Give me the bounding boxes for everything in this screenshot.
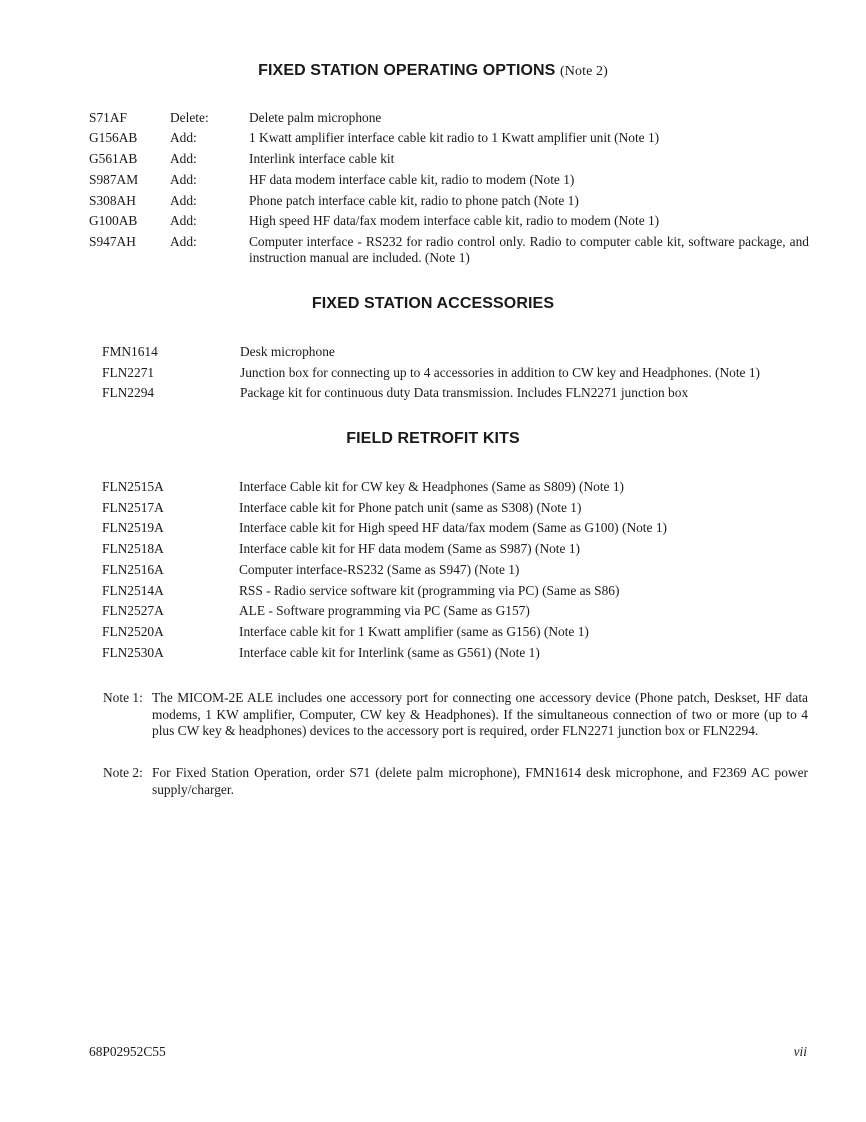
retrofit-code: FLN2518A bbox=[102, 541, 164, 556]
retrofit-description: Interface cable kit for Phone patch unit (same as S308) (Note 1) bbox=[239, 500, 582, 515]
retrofit-description: Interface Cable kit for CW key & Headphones (Same as S809) (Note 1) bbox=[239, 479, 624, 494]
note-text: The MICOM-2E ALE includes one accessory port for connecting one accessory device (Phone patch, Deskset, HF data modems, 1 KW amplifier, Computer, CW key & Headphones). If the simultaneous connection of two or more (up to 4 plus CW key & headphones) devices to the accessory port is required, order FLN2271 junction box or FLN2294. bbox=[152, 690, 808, 738]
accessories-heading: FIXED STATION ACCESSORIES bbox=[311, 295, 555, 312]
retrofit-code: FLN2516A bbox=[102, 562, 164, 577]
option-description: HF data modem interface cable kit, radio to modem (Note 1) bbox=[249, 172, 575, 187]
option-action: Add: bbox=[170, 193, 197, 208]
option-code: S308AH bbox=[89, 193, 136, 208]
retrofit-description: Interface cable kit for High speed HF data/fax modem (Same as G100) (Note 1) bbox=[239, 520, 667, 535]
accessory-code: FLN2294 bbox=[102, 385, 155, 400]
retrofit-code: FLN2515A bbox=[102, 479, 164, 494]
fixed-options-title: FIXED STATION OPERATING OPTIONS bbox=[258, 62, 556, 79]
note-label: Note 1: bbox=[103, 690, 143, 705]
retrofit-code: FLN2517A bbox=[102, 500, 164, 515]
retrofit-description: Interface cable kit for HF data modem (Same as S987) (Note 1) bbox=[239, 541, 580, 556]
option-action: Add: bbox=[170, 151, 197, 166]
footer-page-number: vii bbox=[793, 1044, 807, 1059]
note-text: For Fixed Station Operation, order S71 (delete palm microphone), FMN1614 desk microphone, and F2369 AC power supply/charger. bbox=[152, 765, 808, 797]
option-code: G561AB bbox=[89, 151, 138, 166]
accessory-code: FLN2271 bbox=[102, 365, 155, 380]
fixed-options-title-note: (Note 2) bbox=[560, 64, 608, 79]
note-1 bbox=[103, 690, 808, 740]
option-description: Computer interface - RS232 for radio control only. Radio to computer cable kit, software package, and instruction manual are included. (Note 1) bbox=[249, 234, 809, 265]
retrofit-description: Interface cable kit for 1 Kwatt amplifier (same as G156) (Note 1) bbox=[239, 624, 589, 639]
retrofit-description: Interface cable kit for Interlink (same as G561) (Note 1) bbox=[239, 645, 540, 660]
accessory-description: Package kit for continuous duty Data transmission. Includes FLN2271 junction box bbox=[240, 385, 689, 400]
retrofit-code: FLN2519A bbox=[102, 520, 164, 535]
option-code: S71AF bbox=[89, 110, 127, 125]
retrofit-code: FLN2530A bbox=[102, 645, 164, 660]
retrofit-code: FLN2514A bbox=[102, 583, 164, 598]
option-action: Add: bbox=[170, 234, 197, 249]
accessory-code: FMN1614 bbox=[102, 344, 158, 359]
note-label: Note 2: bbox=[103, 765, 143, 780]
option-description: 1 Kwatt amplifier interface cable kit radio to 1 Kwatt amplifier unit (Note 1) bbox=[249, 130, 660, 145]
option-description: Interlink interface cable kit bbox=[249, 151, 395, 166]
option-action: Add: bbox=[170, 172, 197, 187]
option-action: Delete: bbox=[170, 110, 209, 125]
option-description: High speed HF data/fax modem interface cable kit, radio to modem (Note 1) bbox=[249, 213, 660, 228]
retrofit-heading: FIELD RETROFIT KITS bbox=[346, 430, 520, 447]
option-action: Add: bbox=[170, 130, 197, 145]
option-action: Add: bbox=[170, 213, 197, 228]
option-row bbox=[89, 234, 809, 268]
retrofit-description: RSS - Radio service software kit (programming via PC) (Same as S86) bbox=[239, 583, 620, 598]
option-code: G100AB bbox=[89, 213, 138, 228]
option-code: S947AH bbox=[89, 234, 136, 249]
retrofit-description: ALE - Software programming via PC (Same as G157) bbox=[239, 603, 530, 618]
note-2 bbox=[103, 765, 808, 798]
option-code: S987AM bbox=[89, 172, 139, 187]
retrofit-description: Computer interface-RS232 (Same as S947) (Note 1) bbox=[239, 562, 520, 577]
option-description: Phone patch interface cable kit, radio to phone patch (Note 1) bbox=[249, 193, 579, 208]
option-description: Delete palm microphone bbox=[249, 110, 382, 125]
footer-doc-number: 68P02952C55 bbox=[89, 1044, 166, 1059]
retrofit-code: FLN2520A bbox=[102, 624, 164, 639]
option-code: G156AB bbox=[89, 130, 138, 145]
accessory-description: Desk microphone bbox=[240, 344, 335, 359]
retrofit-code: FLN2527A bbox=[102, 603, 164, 618]
fixed-options-heading bbox=[0, 62, 866, 80]
accessory-description: Junction box for connecting up to 4 accessories in addition to CW key and Headphones. (Note 1) bbox=[240, 365, 761, 380]
